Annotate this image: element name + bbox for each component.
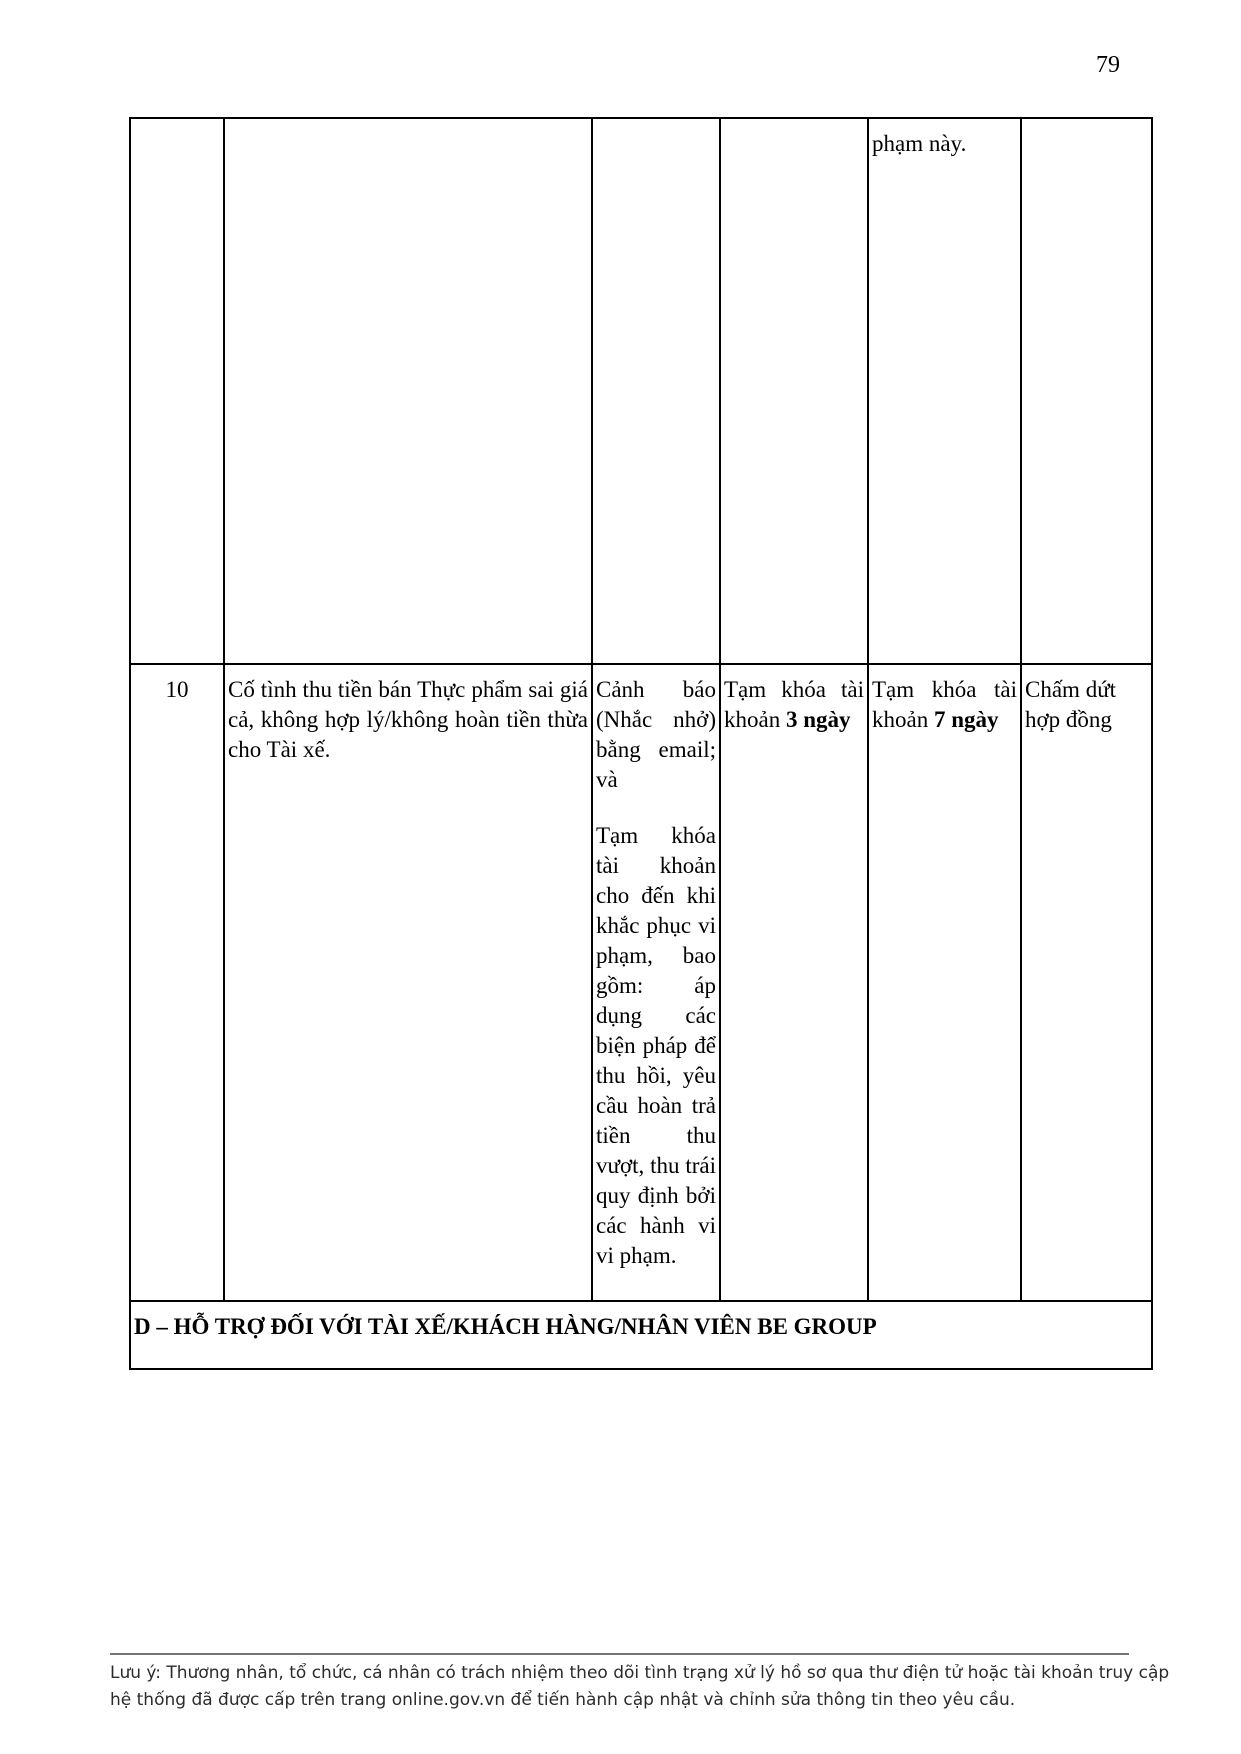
row10-third-penalty-cell [868, 664, 1021, 1301]
row10-second-penalty-text [724, 675, 864, 735]
carryover-violation-cell [224, 118, 592, 664]
row10-second-penalty-prefix: Tạm khóa tài khoản [724, 677, 864, 732]
table-row-carryover [130, 118, 1152, 664]
table-row-10 [130, 664, 1152, 1301]
footer-note-line-2: hệ thống đã được cấp trên trang online.gov.vn để tiến hành cập nhật và chỉnh sửa thông tin theo yêu cầu. [110, 1690, 1016, 1710]
row10-third-penalty-duration: 7 ngày [933, 707, 999, 732]
row10-index-cell [130, 664, 224, 1301]
carryover-penalty2-cell [720, 118, 868, 664]
row10-third-penalty-prefix: Tạm khóa tài khoản [872, 677, 1017, 732]
row10-second-penalty-duration: 3 ngày [785, 707, 851, 732]
row10-violation-cell [224, 664, 592, 1301]
row10-fourth-penalty-text: Chấm dứt hợp đồng [1025, 677, 1117, 732]
table-row-section-d [130, 1301, 1152, 1369]
footer-note [110, 1653, 1170, 1714]
row10-first-penalty-paragraph-1: Cảnh báo (Nhắc nhở) bằng email; và [596, 677, 716, 792]
carryover-penalty3-cell [868, 118, 1021, 664]
row10-index: 10 [165, 677, 189, 702]
carryover-note-text: phạm này. [872, 131, 967, 156]
row10-second-penalty-cell [720, 664, 868, 1301]
page-number: 79 [1096, 52, 1120, 78]
carryover-index-cell [130, 118, 224, 664]
row10-fourth-penalty-cell [1021, 664, 1152, 1301]
footer-note-line-1: Lưu ý: Thương nhân, tổ chức, cá nhân có trách nhiệm theo dõi tình trạng xử lý hồ sơ qua thư điện tử hoặc tài khoản truy cập [110, 1663, 1170, 1683]
carryover-penalty1-cell [592, 118, 720, 664]
section-d-cell [130, 1301, 1152, 1369]
row10-first-penalty-paragraph-2: Tạm khóa tài khoản cho đến khi khắc phục vi phạm, bao gồm: áp dụng các biện pháp để thu hồi, yêu cầu hoàn trả tiền thu vượt, thu trái quy định bởi các hành vi vi phạm. [596, 823, 716, 1268]
penalty-table [129, 117, 1153, 1370]
carryover-penalty4-cell [1021, 118, 1152, 664]
section-d-header: D – HỖ TRỢ ĐỐI VỚI TÀI XẾ/KHÁCH HÀNG/NHÂN VIÊN BE GROUP [134, 1314, 877, 1339]
row10-first-penalty-cell [592, 664, 720, 1301]
row10-violation-text: Cố tình thu tiền bán Thực phẩm sai giá cả, không hợp lý/không hoàn tiền thừa cho Tài xế. [228, 677, 588, 762]
row10-third-penalty-text [872, 675, 1017, 735]
